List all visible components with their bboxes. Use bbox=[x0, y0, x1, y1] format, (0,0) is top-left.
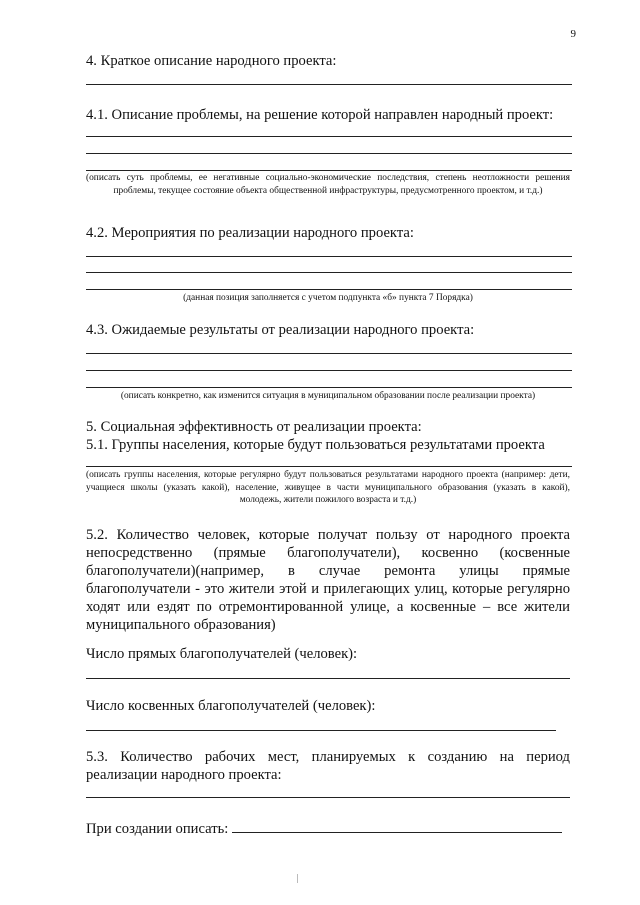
indirect-beneficiaries-label: Число косвенных благополучателей (человек): bbox=[86, 698, 376, 714]
answer-line-4-3-c[interactable] bbox=[86, 387, 572, 388]
describe-row bbox=[86, 818, 562, 838]
section-4-1-note: (описать суть проблемы, ее негативные социально-экономические последствия, степень неотложности решения проблемы, текущее состояние объекта общественной инфраструктуры, предусмотренного проектом, и т.д.) bbox=[86, 173, 570, 196]
answer-line-5-3[interactable] bbox=[86, 797, 570, 798]
answer-line-4-2-a[interactable] bbox=[86, 256, 572, 257]
section-4-1-title: 4.1. Описание проблемы, на решение которой направлен народный проект: bbox=[86, 107, 554, 123]
page-number: 9 bbox=[570, 28, 576, 40]
section-5-1-title: 5.1. Группы населения, которые будут пользоваться результатами проекта bbox=[86, 437, 545, 453]
indirect-beneficiaries-line[interactable] bbox=[86, 730, 556, 731]
direct-beneficiaries-label: Число прямых благополучателей (человек): bbox=[86, 646, 358, 662]
section-5-1-note: (описать группы населения, которые регулярно будут пользоваться результатами народного проекта (например: дети, учащиеся школы (указать какой), население, живущее в части муниципального образования (указать в какой), молодежь, жители пожилого возраста и т.д.) bbox=[86, 470, 570, 505]
section-4-3-note: (описать конкретно, как изменится ситуация в муниципальном образовании после реализации проекта) bbox=[120, 391, 536, 401]
answer-line-5-1[interactable] bbox=[86, 466, 572, 467]
answer-line-4-3-b[interactable] bbox=[86, 370, 572, 371]
answer-line-4-2-c[interactable] bbox=[86, 289, 572, 290]
describe-line[interactable] bbox=[232, 818, 562, 833]
section-4-title: 4. Краткое описание народного проекта: bbox=[86, 53, 337, 69]
direct-beneficiaries-line[interactable] bbox=[86, 678, 570, 679]
section-5-title: 5. Социальная эффективность от реализации проекта: bbox=[86, 419, 422, 435]
section-5-3-text: 5.3. Количество рабочих мест, планируемых к созданию на период реализации народного проекта: bbox=[86, 749, 570, 783]
section-5-2-text: 5.2. Количество человек, которые получат пользу от народного проекта непосредственно (прямые благополучатели), косвенно (косвенные благополучатели)(например, в случае ремонта улицы прямые благополучатели - это жители этой и прилегающих улиц, которые регулярно ходят или ездят по отремонтированной улице, а косвенные – все жители муниципального образования) bbox=[86, 527, 570, 633]
section-4-2-title: 4.2. Мероприятия по реализации народного проекта: bbox=[86, 225, 414, 241]
answer-line-4-1-a[interactable] bbox=[86, 136, 572, 137]
answer-line-4-2-b[interactable] bbox=[86, 272, 572, 273]
section-4-3-title: 4.3. Ожидаемые результаты от реализации народного проекта: bbox=[86, 322, 475, 338]
answer-line-4-3-a[interactable] bbox=[86, 353, 572, 354]
scan-mark bbox=[297, 874, 298, 883]
describe-label: При создании описать: bbox=[86, 821, 229, 837]
answer-line-4[interactable] bbox=[86, 84, 572, 85]
answer-line-4-1-b[interactable] bbox=[86, 153, 572, 154]
answer-line-4-1-c[interactable] bbox=[86, 170, 572, 171]
section-4-2-note: (данная позиция заполняется с учетом подпункта «б» пункта 7 Порядка) bbox=[183, 293, 473, 303]
